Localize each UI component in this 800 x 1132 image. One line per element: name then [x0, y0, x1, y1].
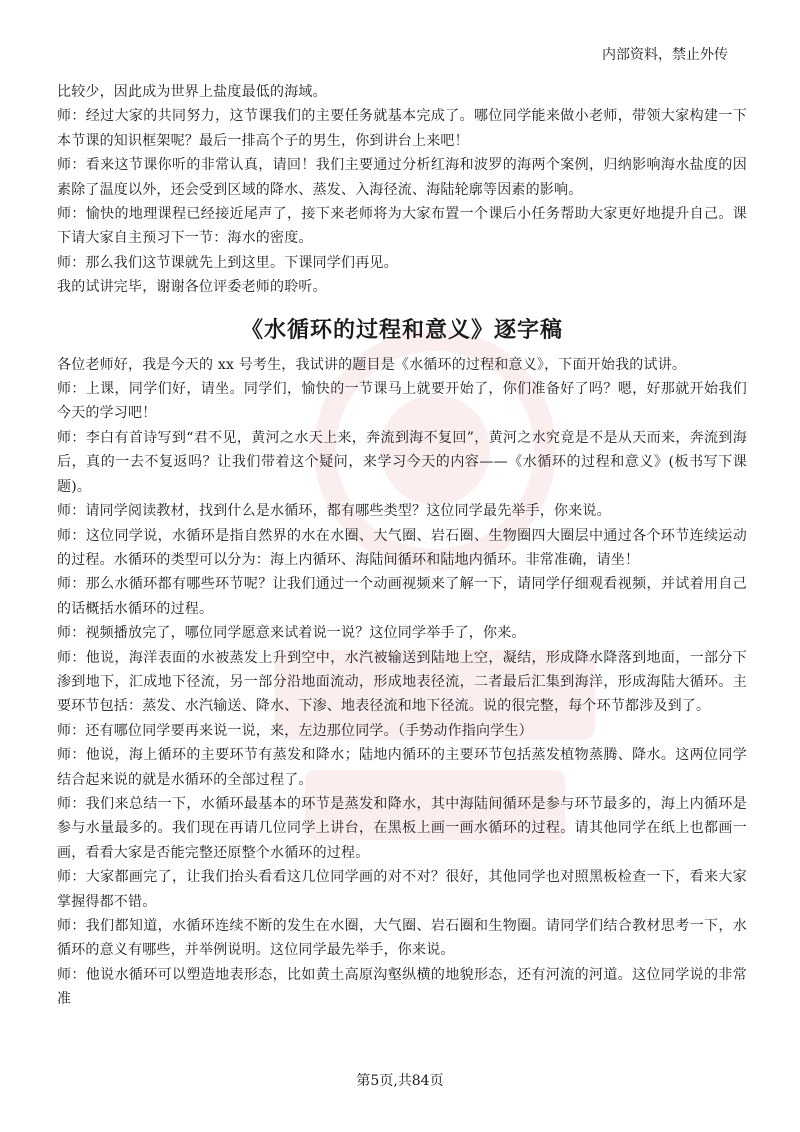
paragraph: 师：那么我们这节课就先上到这里。下课同学们再见。: [57, 254, 398, 271]
header-confidential-note: 内部资料，禁止外传: [602, 47, 728, 63]
document-body: [57, 80, 747, 1012]
paragraph: 师：还有哪位同学要再来说一说，来，左边那位同学。（手势动作指向学生）: [57, 722, 533, 739]
paragraph: 师：这位同学说，水循环是指自然界的水在水圈、大气圈、岩石圈、生物圈四大圈层中通过各个环节连续运动的过程。水循环的类型可以分为：海上内循环、海陆间循环和陆地内循环。非常准确，请坐！: [57, 527, 747, 568]
paragraph: 师：大家都画完了，让我们抬头看看这几位同学画的对不对？很好，其他同学也对照黑板检查一下，看来大家掌握得都不错。: [57, 869, 747, 910]
paragraph: 我的试讲完毕，谢谢各位评委老师的聆听。: [57, 279, 327, 296]
paragraph: 师：经过大家的共同努力，这节课我们的主要任务就基本完成了。哪位同学能来做小老师，带领大家构建一下本节课的知识框架呢？最后一排高个子的男生，你到讲台上来吧！: [57, 108, 747, 149]
paragraph: 师：他说，海上循环的主要环节有蒸发和降水；陆地内循环的主要环节包括蒸发植物蒸腾、降水。这两位同学结合起来说的就是水循环的全部过程了。: [57, 747, 747, 788]
paragraph: 师：愉快的地理课程已经接近尾声了，接下来老师将为大家布置一个课后小任务帮助大家更好地提升自己。课下请大家自主预习下一节：海水的密度。: [57, 206, 747, 247]
page-number: 第5页,共84页: [356, 1073, 444, 1089]
paragraph: 师：请同学阅读教材，找到什么是水循环，都有哪些类型？这位同学最先举手，你来说。: [57, 503, 611, 520]
paragraph: 师：视频播放完了，哪位同学愿意来试着说一说？这位同学举手了，你来。: [57, 625, 526, 642]
paragraph: 师：我们来总结一下，水循环最基本的环节是蒸发和降水，其中海陆间循环是参与环节最多的，海上内循环是参与水量最多的。我们现在再请几位同学上讲台，在黑板上画一画水循环的过程。请其他同学在纸上也都画一画，看看大家是否能完整还原整个水循环的过程。: [57, 795, 747, 861]
paragraph: 师：他说水循环可以塑造地表形态，比如黄土高原沟壑纵横的地貌形态，还有河流的河道。这位同学说的非常准: [57, 966, 747, 1008]
paragraph: 各位老师好，我是今天的 xx 号考生，我试讲的题目是《水循环的过程和意义》，下面开始我的试讲。: [57, 356, 687, 373]
paragraph: 师：他说，海洋表面的水被蒸发上升到空中，水汽被输送到陆地上空，凝结，形成降水降落到地面，一部分下渗到地下，汇成地下径流，另一部分沿地面流动，形成地表径流，二者最后汇集到海洋，形成海陆大循环。主要环节包括：蒸发、水汽输送、降水、下渗、地表径流和地下径流。说的很完整，每个环节都涉及到了。: [57, 649, 747, 715]
section-title: 《水循环的过程和意义》逐字稿: [240, 317, 563, 343]
paragraph: 师：看来这节课你听的非常认真，请回！我们主要通过分析红海和波罗的海两个案例，归纳影响海水盐度的因素除了温度以外，还会受到区域的降水、蒸发、入海径流、海陆轮廓等因素的影响。: [57, 157, 747, 198]
paragraph: 师：李白有首诗写到“君不见，黄河之水天上来，奔流到海不复回”，黄河之水究竟是不是从天而来，奔流到海后，真的一去不复返吗？让我们带着这个疑问，来学习今天的内容——《水循环的过程和意义》(板书写下课题)。: [57, 429, 747, 495]
paragraph: 师：上课，同学们好，请坐。同学们，愉快的一节课马上就要开始了，你们准备好了吗？嗯，好那就开始我们今天的学习吧！: [57, 381, 747, 422]
paragraph: 比较少，因此成为世界上盐度最低的海域。: [57, 84, 327, 100]
paragraph: 师：我们都知道，水循环连续不断的发生在水圈，大气圈、岩石圈和生物圈。请同学们结合教材思考一下，水循环的意义有哪些，并举例说明。这位同学最先举手，你来说。: [57, 918, 747, 959]
paragraph: 师：那么水循环都有哪些环节呢？让我们通过一个动画视频来了解一下，请同学仔细观看视频，并试着用自己的话概括水循环的过程。: [57, 576, 747, 617]
